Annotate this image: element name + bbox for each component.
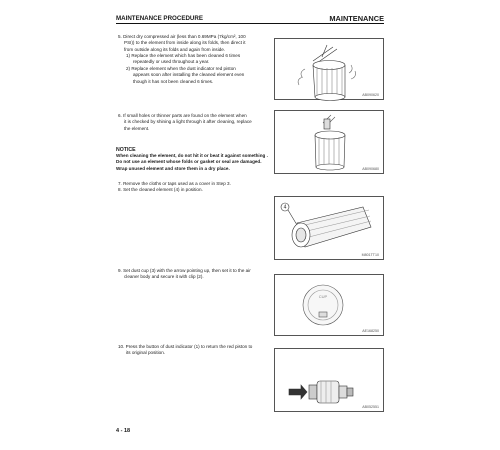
header-chapter-title: MAINTENANCE (329, 14, 384, 23)
step-6-line-1: 6. If small holes or thinner parts are found on the element when (118, 113, 247, 118)
step-5-1-line-2: repeatedly or used throughout a year. (133, 59, 210, 64)
figure-light-inspection (274, 110, 384, 174)
figure-dust-indicator (274, 348, 384, 412)
element-light-check-illustration (275, 111, 385, 175)
step-10-line-2: its original position. (126, 350, 166, 355)
figure-3-code: M801TT10 (361, 253, 379, 257)
step-8: 8. Set the cleaned element (4) in position. (118, 187, 203, 192)
step-5-2-line-1: 2) Replace element when the dust indicator red piston (126, 66, 236, 71)
figure-3-callout: 4 (283, 204, 287, 211)
figure-2-code: AB090680 (362, 167, 379, 171)
element-air-blow-illustration (275, 39, 385, 101)
step-5-1-line-1: 1) Replace the element which has been cleaned 6 times (126, 53, 241, 58)
notice-line-3: Wrap unused element and store them in a dry place. (116, 166, 230, 171)
dust-cup-label: CUP (318, 294, 328, 299)
step-7: 7. Remove the cloths or taps used as a cover in Step 3. (118, 181, 231, 186)
figure-element-installation (274, 196, 384, 260)
step-9-line-1: 9. Set dust cup (3) with the arrow pointing up, then set it to the air (118, 268, 251, 273)
header-section-title: MAINTENANCE PROCEDURE (116, 15, 203, 22)
step-6-line-3: the element. (124, 126, 150, 131)
header-rule (116, 23, 384, 24)
step-5-line-3: from outside along its folds and again from inside. (124, 47, 226, 52)
figure-4-code: AE168250 (362, 329, 379, 333)
notice-line-1: When cleaning the element, do not hit it or beat it against something . (116, 153, 268, 158)
step-5-line-1: 5. Direct dry compressed air (less than 0.69MPa (7kg/cm², 100 (118, 34, 246, 39)
figure-compressed-air-cleaning (274, 38, 384, 100)
step-9-line-2: cleaner body and secure it with clip (2). (124, 274, 204, 279)
step-6-line-2: it is checked by shining a light through it after cleaning, replace (124, 119, 252, 124)
figure-dust-cup (274, 274, 384, 336)
step-5-line-2: PSI)) to the element from inside along its folds, then direct it (124, 40, 246, 45)
step-5-2-line-2: appears soon after installing the cleaned element even (133, 72, 245, 77)
dust-cup-illustration (275, 275, 385, 337)
notice-title: NOTICE (116, 147, 136, 153)
element-install-illustration (275, 197, 385, 261)
step-10-line-1: 10. Press the button of dust indicator (1) to return the red piston to (118, 344, 253, 349)
figure-5-code: AB052551 (362, 405, 379, 409)
figure-1-code: AB090620 (362, 93, 379, 97)
dust-indicator-illustration (275, 349, 385, 413)
page-number: 4 - 18 (116, 428, 131, 434)
notice-line-2: Do not use an element whose folds or gasket or seal are damaged. (116, 159, 262, 164)
step-5-2-line-3: though it has not been cleaned 6 times. (133, 79, 214, 84)
